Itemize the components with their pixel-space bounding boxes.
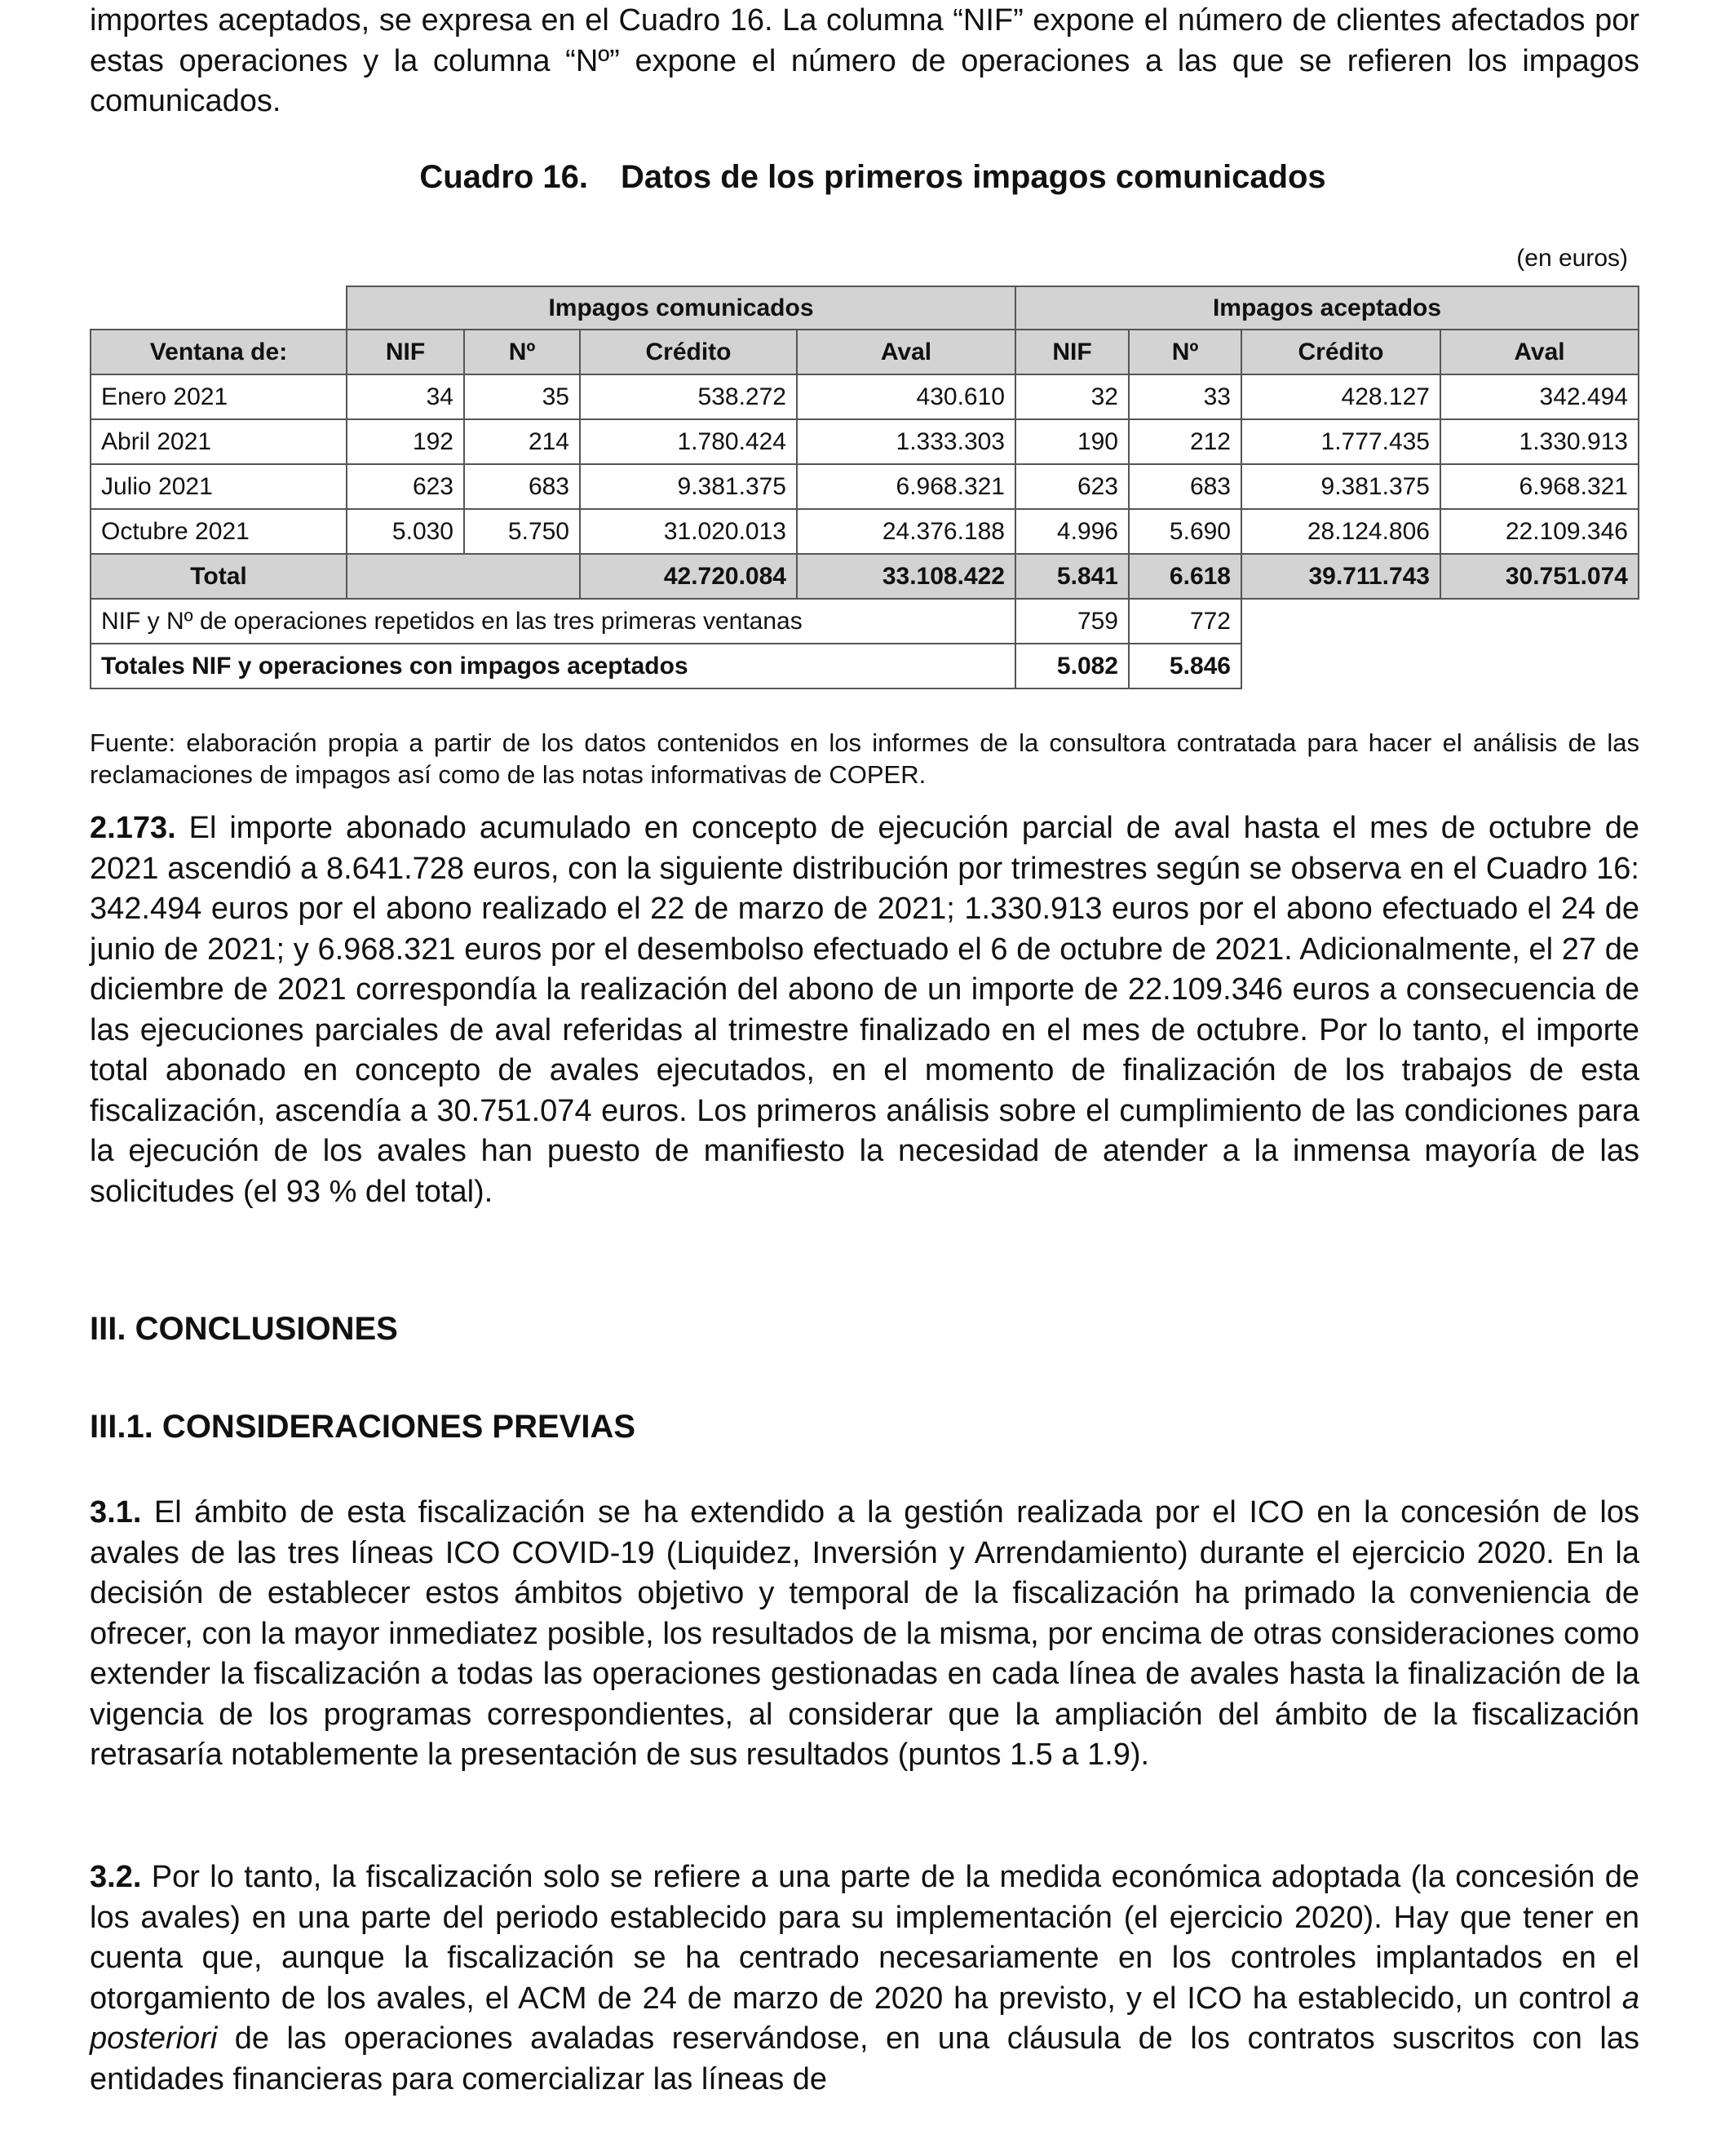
total-cell: 42.720.084 [580,554,797,599]
table-cell: 32 [1015,374,1129,419]
table-cell: 623 [1015,464,1129,509]
paragraph-text: El ámbito de esta fiscalización se ha extendido a la gestión realizada por el ICO en la concesión de los avales de las tres líneas ICO COVID-19 (Liquidez, Inversión y Arrendamiento) durante el ejercicio 2020. En la decisión de establecer estos ámbitos objetivo y temporal de la fiscalización ha primado la conveniencia de ofrecer, con la mayor inmediatez posible, los resultados de la misma, por encima de otras consideraciones como extender la fiscalización a todas las operaciones gestionadas en cada línea de avales hasta la finalización de la vigencia de los programas correspondientes, al considerar que la ampliación del ámbito de la fiscalización retrasaría notablemente la presentación de sus resultados (puntos 1.5 a 1.9). [90,1495,1639,1772]
table-cell: 33 [1129,374,1241,419]
total-cell: 33.108.422 [797,554,1015,599]
column-header: Crédito [580,330,797,374]
paragraph-number: 2.173. [90,811,176,845]
table-cell: Julio 2021 [91,464,347,509]
table-cell: 31.020.013 [580,509,797,554]
paragraph-text: Por lo tanto, la fiscalización solo se refiere a una parte de la medida económica adoptada (la concesión de los avales) en una parte del periodo establecido para su implementación (el ejercicio 2020). Hay que tener en cuenta que, aunque la fiscalización se ha centrado necesariamente en los controles implantados en el otorgamiento de los avales, el ACM de 24 de marzo de 2020 ha previsto, y el ICO ha establecido, un control [90,1860,1639,2016]
table-cell: 342.494 [1440,374,1639,419]
repeated-row [91,599,1639,644]
section-heading: III. CONCLUSIONES [90,1311,398,1347]
table-row [91,419,1639,464]
total-cell: 39.711.743 [1241,554,1440,599]
table-cell: 1.333.303 [797,419,1015,464]
accepted-totals-row [91,644,1639,688]
table-cell: 214 [464,419,580,464]
table-cell: Octubre 2021 [91,509,347,554]
table-cell: 683 [1129,464,1241,509]
cuadro-16-table [90,286,1639,689]
table-cell: 538.272 [580,374,797,419]
total-label: Total [91,554,347,599]
column-header: Aval [1440,330,1639,374]
table-cell: 22.109.346 [1440,509,1639,554]
table-cell: 24.376.188 [797,509,1015,554]
table-cell: 430.610 [797,374,1015,419]
table-row [91,509,1639,554]
table-cell: 34 [347,374,464,419]
paragraph-3-1 [90,1493,1639,1776]
repeated-n: 772 [1129,599,1241,644]
table-cell: 190 [1015,419,1129,464]
column-header-row [91,330,1639,374]
total-row [91,554,1639,599]
table-cell: 212 [1129,419,1241,464]
source-note: Fuente: elaboración propia a partir de los datos contenidos en los informes de la consultora contratada para hacer el análisis de las reclamaciones de impagos así como de las notas informativas de COPER. [90,728,1639,789]
paragraph-number: 3.2. [90,1860,142,1894]
table-cell: 4.996 [1015,509,1129,554]
accepted-totals-n: 5.846 [1129,644,1241,688]
group-header-aceptados: Impagos aceptados [1015,286,1639,330]
table-cell: 6.968.321 [797,464,1015,509]
column-header: NIF [347,330,464,374]
accepted-totals-nif: 5.082 [1015,644,1129,688]
table-cell: Abril 2021 [91,419,347,464]
table-cell: 5.750 [464,509,580,554]
column-header: Nº [1129,330,1241,374]
table-cell: 623 [347,464,464,509]
total-cell: 30.751.074 [1440,554,1639,599]
group-header-row [91,286,1639,330]
table-cell: Enero 2021 [91,374,347,419]
column-header: NIF [1015,330,1129,374]
total-cell: 5.841 [1015,554,1129,599]
table-cell: 5.690 [1129,509,1241,554]
table-cell: 9.381.375 [580,464,797,509]
paragraph-number: 3.1. [90,1495,142,1530]
table-caption-title: Datos de los primeros impagos comunicados [621,159,1326,195]
repeated-label: NIF y Nº de operaciones repetidos en las tres primeras ventanas [91,599,1015,644]
table-cell: 9.381.375 [1241,464,1440,509]
paragraph-2-173 [90,808,1639,1212]
subsection-heading: III.1. CONSIDERACIONES PREVIAS [90,1409,636,1445]
column-header: Ventana de: [91,330,347,374]
table-cell: 5.030 [347,509,464,554]
table-cell: 683 [464,464,580,509]
table-cell: 6.968.321 [1440,464,1639,509]
table-row [91,464,1639,509]
paragraph-text: El importe abonado acumulado en concepto de ejecución parcial de aval hasta el mes de octubre de 2021 ascendió a 8.641.728 euros, con la siguiente distribución por trimestres según se observa en el Cuadro 16: 342.494 euros por el abono realizado el 22 de marzo de 2021; 1.330.913 euros por el abono efectuado el 24 de junio de 2021; y 6.968.321 euros por el desembolso efectuado el 6 de octubre de 2021. Adicionalmente, el 27 de diciembre de 2021 correspondía la realización del abono de un importe de 22.109.346 euros a consecuencia de las ejecuciones parciales de aval referidas al trimestre finalizado en el mes de octubre. Por lo tanto, el importe total abonado en concepto de avales ejecutados, en el momento de finalización de los trabajos de esta fiscalización, ascendía a 30.751.074 euros. Los primeros análisis sobre el cumplimiento de las condiciones para la ejecución de los avales han puesto de manifiesto la necesidad de atender a la inmensa mayoría de las solicitudes (el 93 % del total). [90,811,1639,1209]
column-header: Aval [797,330,1015,374]
table-cell: 428.127 [1241,374,1440,419]
table-cell: 35 [464,374,580,419]
column-header: Crédito [1241,330,1440,374]
table-cell: 1.330.913 [1440,419,1639,464]
table-cell: 1.777.435 [1241,419,1440,464]
column-header: Nº [464,330,580,374]
table-cell: 1.780.424 [580,419,797,464]
total-cell: 6.618 [1129,554,1241,599]
total-cell [347,554,580,599]
table-cell: 192 [347,419,464,464]
intro-paragraph: importes aceptados, se expresa en el Cuadro 16. La columna “NIF” expone el número de clientes afectados por estas operaciones y la columna “Nº” expone el número de operaciones a las que se refieren los impagos comunicados. [90,3,1639,118]
paragraph-text-end: de las operaciones avaladas reservándose, en una cláusula de los contratos suscritos con las entidades financieras para comercializar las líneas de [90,2021,1639,2096]
paragraph-3-2 [90,1857,1639,2100]
table-cell: 28.124.806 [1241,509,1440,554]
group-header-comunicados: Impagos comunicados [347,286,1015,330]
units-note: (en euros) [1516,245,1628,272]
table-row [91,374,1639,419]
accepted-totals-label: Totales NIF y operaciones con impagos aceptados [91,644,1015,688]
table-caption [90,159,1648,196]
table-caption-number: Cuadro 16. [419,159,589,195]
italic-term: a posteriori [90,1981,1639,2056]
repeated-nif: 759 [1015,599,1129,644]
